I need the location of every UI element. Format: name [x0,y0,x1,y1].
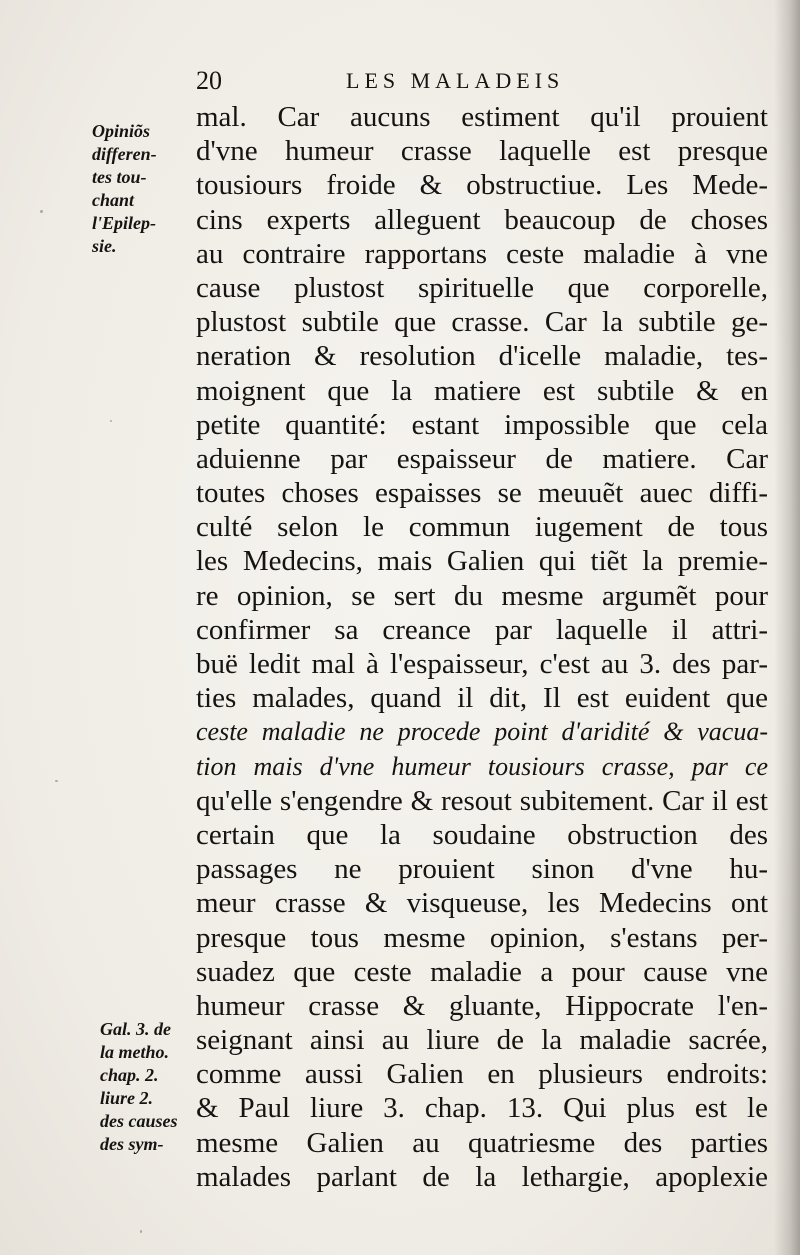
text-line: ties malades, quand il dit, Il est euident que [196,682,768,715]
margin-note-line: liure 2. [100,1088,154,1108]
text-line: tion mais d'vne humeur tousiours crasse, par ce [196,751,768,781]
margin-note-opinions [92,120,196,258]
margin-note-line: Opiniõs [92,121,151,141]
margin-note-line: la metho. [100,1042,170,1062]
text-line: presque tous mesme opinion, s'estans per- [196,921,768,954]
text-line: malades parlant de la lethargie, apoplexie [196,1160,768,1193]
paper-speck [55,780,58,782]
text-line: passages ne prouient sinon d'vne hu- [196,853,768,886]
text-line: suadez que ceste maladie a pour cause vne [196,955,768,988]
text-line: toutes choses espaisses se meuuẽt auec diffi- [196,477,768,510]
text-line: comme aussi Galien en plusieurs endroits: [196,1058,768,1091]
text-line: mesme Galien au quatriesme des parties [196,1126,768,1159]
margin-note-line: Gal. 3. de [100,1019,171,1039]
margin-note-line: l'Epilep- [92,213,156,233]
margin-note-line: sie. [92,236,117,256]
margin-note-line: des causes [100,1111,178,1131]
text-line: seignant ainsi au liure de la maladie sacrée, [196,1024,768,1057]
text-line: cins experts alleguent beaucoup de choses [196,203,768,236]
margin-note-line: tes tou- [92,167,147,187]
body-text [196,100,768,1194]
paper-speck [110,420,112,422]
text-line: petite quantité: estant impossible que cela [196,408,768,441]
text-line: tousiours froide & obstructiue. Les Mede- [196,169,768,202]
running-title: LES MALADEIS [346,68,565,93]
text-line: d'vne humeur crasse laquelle est presque [196,135,768,168]
page-header [196,66,616,102]
text-line: culté selon le commun iugement de tous [196,511,768,544]
text-line: & Paul liure 3. chap. 13. Qui plus est le [196,1092,768,1125]
text-line: mal. Car aucuns estiment qu'il prouient [196,101,768,133]
text-line: humeur crasse & gluante, Hippocrate l'en- [196,989,768,1022]
text-line: neration & resolution d'icelle maladie, tes- [196,340,768,373]
page-number: 20 [196,66,222,95]
text-line: ceste maladie ne procede point d'aridité & vacua- [196,717,768,747]
text-line: moignent que la matiere est subtile & en [196,374,768,407]
text-line: au contraire rapportans ceste maladie à vne [196,237,768,270]
text-line: cause plustost spirituelle que corporelle, [196,271,768,304]
page-gutter-shadow [774,0,800,1255]
text-line: certain que la soudaine obstruction des [196,818,768,851]
text-line: buë ledit mal à l'espaisseur, c'est au 3. des par- [196,648,768,680]
text-line: confirmer sa creance par laquelle il attri- [196,613,768,646]
margin-note-galen-reference [100,1018,204,1156]
margin-note-line: chant [92,190,135,210]
paper-speck [40,210,43,213]
text-line: plustost subtile que crasse. Car la subtile ge- [196,306,768,339]
text-line: meur crasse & visqueuse, les Medecins ont [196,887,768,920]
margin-note-line: differen- [92,144,157,164]
text-line: qu'elle s'engendre & resout subitement. Car il est [196,784,768,817]
paper-speck [140,1230,142,1233]
margin-note-line: des sym- [100,1134,164,1154]
text-line: re opinion, se sert du mesme argumẽt pour [196,579,768,612]
text-line: aduienne par espaisseur de matiere. Car [196,442,768,475]
margin-note-line: chap. 2. [100,1065,159,1085]
text-line: les Medecins, mais Galien qui tiẽt la premie- [196,545,768,578]
